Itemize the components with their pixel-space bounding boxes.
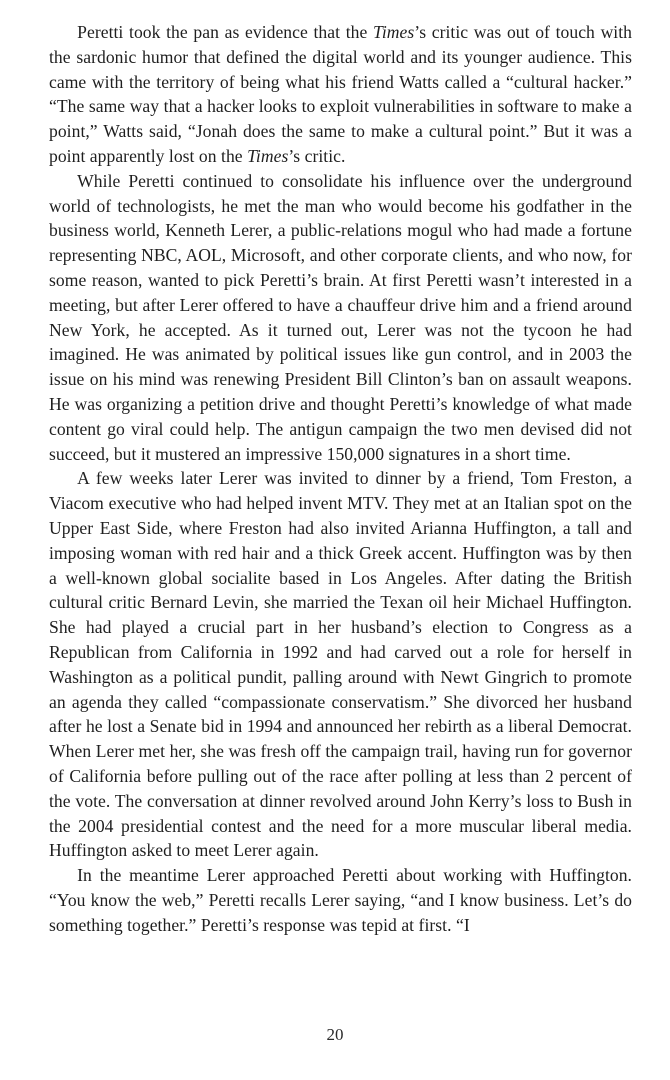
- text-run: ’s critic.: [288, 145, 346, 166]
- paragraph: [49, 169, 632, 467]
- text-run: A few weeks later Lerer was invited to dinner by a friend, Tom Freston, a Viacom executive who had helped invent MTV. They met at an Italian spot on the Upper East Side, where Freston had also invited Arianna Huffington, a tall and imposing woman with red hair and a thick Greek accent. Huffington was by then a well-known global socialite based in Los Angeles. After dating the British cultural critic Bernard Levin, she married the Texan oil heir Michael Huffington. She had played a crucial part in her husband’s election to Congress as a Republican from California in 1992 and had carved out a role for herself in Washington as a political pundit, palling around with Newt Gingrich to promote an agenda they called “compassionate conservatism.” She divorced her husband after he lost a Senate bid in 1994 and announced her rebirth as a liberal Democrat. When Lerer met her, she was fresh off the campaign trail, having run for governor of California before pulling out of the race after polling at less than 2 percent of the vote. The conversation at dinner revolved around John Kerry’s loss to Bush in the 2004 presidential contest and the need for a more muscular liberal media. Huffington asked to meet Lerer again.: [49, 468, 632, 861]
- text-run: ’s critic was out of touch with the sardonic humor that defined the digital world and its younger audience. This came with the territory of being what his friend Watts called a “cultural hacker.” “The same way that a hacker looks to exploit vulnerabilities in software to make a point,” Watts said, “Jonah does the same to make a cultural point.” But it was a point apparently lost on the: [49, 22, 633, 166]
- text-run: Peretti took the pan as evidence that the: [77, 22, 373, 42]
- italic-text: Times: [373, 22, 415, 42]
- text-run: While Peretti continued to consolidate his influence over the underground world of technologists, he met the man who would become his godfather in the business world, Kenneth Lerer, a public-relations mogul who had made a fortune representing NBC, AOL, Microsoft, and other corporate clients, and who now, for some reason, wanted to pick Peretti’s brain. At first Peretti wasn’t interested in a meeting, but after Lerer offered to have a chauffeur drive him and a friend around New York, he accepted. As it turned out, Lerer was not the tycoon he had imagined. He was animated by political issues like gun control, and in 2003 the issue on his mind was renewing President Bill Clinton’s ban on assault weapons. He was organizing a petition drive and thought Peretti’s knowledge of what made content go viral could help. The antigun campaign the two men devised did not succeed, but it mustered an impressive 150,000 signatures in a short time.: [49, 170, 632, 464]
- text-run: In the meantime Lerer approached Peretti about working with Huffington. “You know the web,” Peretti recalls Lerer saying, “and I know business. Let’s do something together.” Peretti’s response was tepid at first. “I: [49, 865, 632, 935]
- page-number: 20: [326, 1025, 344, 1044]
- paragraph: [49, 466, 632, 863]
- paragraph: [49, 20, 632, 169]
- page-body: [49, 20, 632, 937]
- paragraph: [49, 863, 632, 937]
- italic-text: Times: [247, 145, 289, 166]
